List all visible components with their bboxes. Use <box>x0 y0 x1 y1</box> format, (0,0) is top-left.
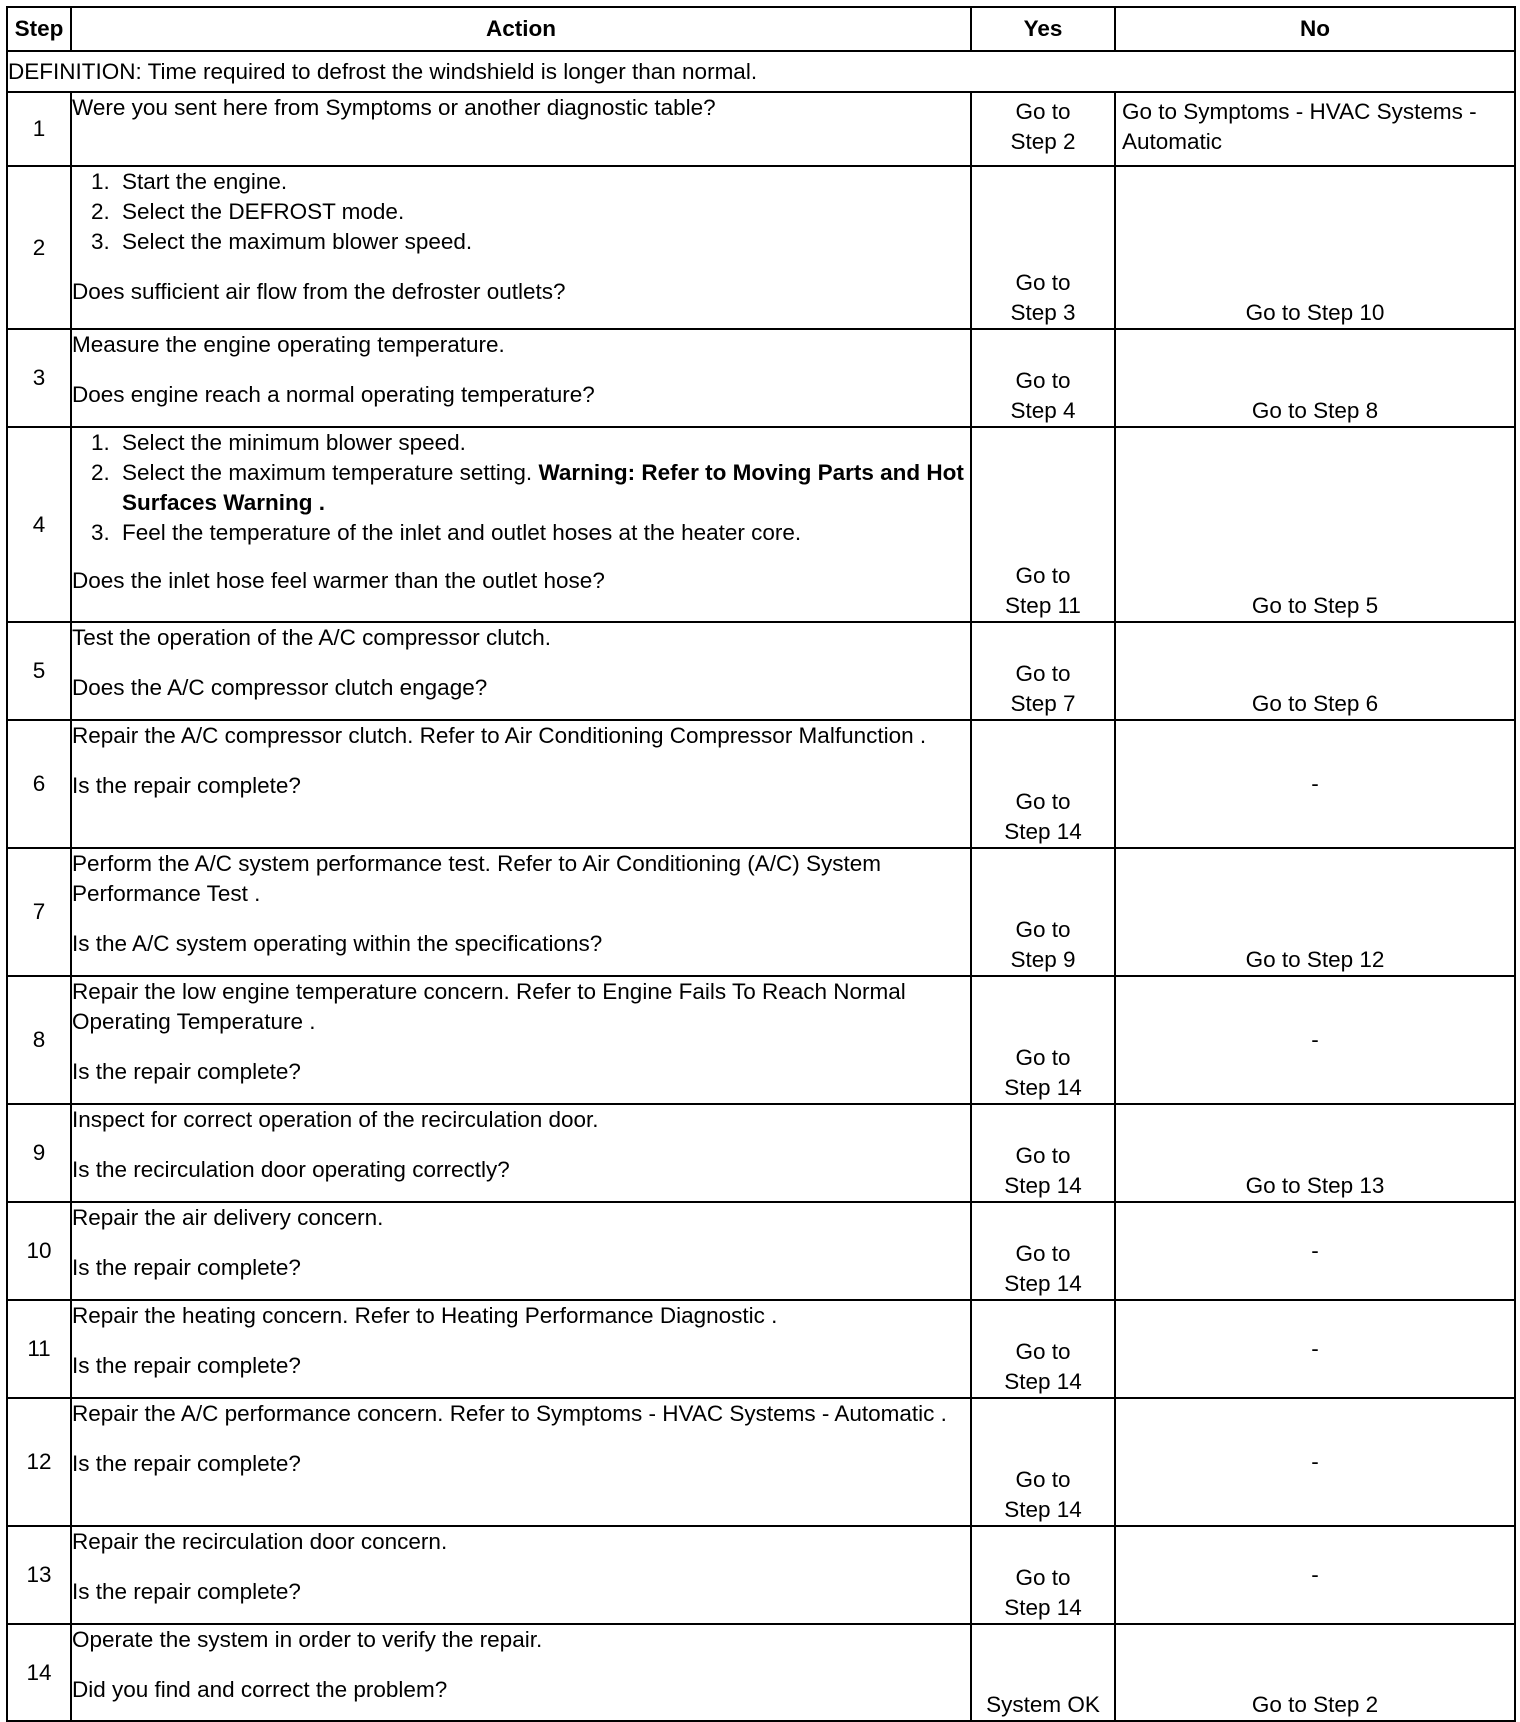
procedure-item: 2. Select the DEFROST mode. <box>116 197 970 227</box>
no-cell: - <box>1115 1300 1515 1398</box>
table-row <box>7 166 1515 329</box>
step-number: 1 <box>7 92 71 166</box>
yes-line-1: Go to <box>1015 1339 1071 1364</box>
yes-line-2: Step 14 <box>1004 1497 1082 1522</box>
question-text: Is the repair complete? <box>72 1255 301 1280</box>
table-row <box>7 92 1515 166</box>
question-text: Is the A/C system operating within the specifications? <box>72 931 603 956</box>
header-yes: Yes <box>971 7 1115 51</box>
action-cell <box>71 976 971 1104</box>
yes-line-2: Step 9 <box>1010 947 1076 972</box>
step-number: 4 <box>7 427 71 622</box>
yes-cell <box>971 622 1115 720</box>
action-text: Operate the system in order to verify the repair. <box>72 1627 543 1652</box>
question-text: Did you find and correct the problem? <box>72 1677 448 1702</box>
yes-line-1: Go to <box>1015 270 1071 295</box>
question-text: Does sufficient air flow from the defroster outlets? <box>72 279 566 304</box>
step-number: 9 <box>7 1104 71 1202</box>
no-cell: Go to Step 6 <box>1115 622 1515 720</box>
step-number: 8 <box>7 976 71 1104</box>
no-cell: - <box>1115 1526 1515 1624</box>
yes-line-1: Go to <box>1015 661 1071 686</box>
yes-line-2: Step 14 <box>1004 1173 1082 1198</box>
action-cell <box>71 1300 971 1398</box>
action-cell <box>71 1202 971 1300</box>
yes-cell <box>971 720 1115 848</box>
action-cell <box>71 622 971 720</box>
yes-line-2: Step 3 <box>1010 300 1076 325</box>
action-cell <box>71 848 971 976</box>
yes-cell <box>971 427 1115 622</box>
step-number: 13 <box>7 1526 71 1624</box>
yes-cell <box>971 329 1115 427</box>
action-cell <box>71 1624 971 1721</box>
yes-line-2: Step 14 <box>1004 819 1082 844</box>
step-number: 6 <box>7 720 71 848</box>
yes-line-2: Step 2 <box>1010 129 1076 154</box>
no-cell: - <box>1115 1398 1515 1526</box>
action-cell <box>71 427 971 622</box>
table-row <box>7 1624 1515 1721</box>
action-text: Repair the A/C compressor clutch. Refer to Air Conditioning Compressor Malfunction . <box>72 723 927 748</box>
no-cell: Go to Step 12 <box>1115 848 1515 976</box>
table-row <box>7 329 1515 427</box>
question-text: Is the repair complete? <box>72 1059 301 1084</box>
step-number: 11 <box>7 1300 71 1398</box>
procedure-text: Select the maximum temperature setting. <box>122 460 539 485</box>
yes-line-1: Go to <box>1015 1565 1071 1590</box>
yes-line-1: Go to <box>1015 1045 1071 1070</box>
no-cell: Go to Step 5 <box>1115 427 1515 622</box>
yes-line-2: Step 14 <box>1004 1369 1082 1394</box>
diagnostic-table <box>6 6 1516 1722</box>
step-number: 5 <box>7 622 71 720</box>
table-row <box>7 1300 1515 1398</box>
action-text: Inspect for correct operation of the recirculation door. <box>72 1107 599 1132</box>
action-cell <box>71 720 971 848</box>
no-cell: Go to Step 13 <box>1115 1104 1515 1202</box>
yes-line-1: Go to <box>1015 1143 1071 1168</box>
question-text: Does the A/C compressor clutch engage? <box>72 675 488 700</box>
step-number: 2 <box>7 166 71 329</box>
yes-line-1: Go to <box>1015 1241 1071 1266</box>
table-row <box>7 427 1515 622</box>
question-text: Is the repair complete? <box>72 1579 301 1604</box>
question-text: Is the repair complete? <box>72 773 301 798</box>
warning-end: . <box>312 490 325 515</box>
yes-cell <box>971 92 1115 166</box>
action-cell <box>71 1526 971 1624</box>
yes-cell <box>971 166 1115 329</box>
action-text: Were you sent here from Symptoms or another diagnostic table? <box>72 95 716 120</box>
procedure-item: 3. Select the maximum blower speed. <box>116 227 970 257</box>
procedure-item: 1. Select the minimum blower speed. <box>116 428 970 458</box>
no-cell: Go to Step 2 <box>1115 1624 1515 1721</box>
no-cell: Go to Step 8 <box>1115 329 1515 427</box>
table-row <box>7 720 1515 848</box>
no-cell: - <box>1115 976 1515 1104</box>
action-text: Repair the low engine temperature concern. Refer to Engine Fails To Reach Normal Operating Temperature . <box>72 979 906 1034</box>
step-number: 10 <box>7 1202 71 1300</box>
table-row <box>7 848 1515 976</box>
table-row <box>7 1202 1515 1300</box>
yes-cell <box>971 1300 1115 1398</box>
question-text: Does engine reach a normal operating temperature? <box>72 382 595 407</box>
action-text: Perform the A/C system performance test. Refer to Air Conditioning (A/C) System Performance Test . <box>72 851 882 906</box>
yes-line-1: Go to <box>1015 368 1071 393</box>
no-cell: - <box>1115 1202 1515 1300</box>
step-number: 3 <box>7 329 71 427</box>
definition-row <box>7 51 1515 92</box>
yes-cell <box>971 1398 1115 1526</box>
yes-line-2: Step 4 <box>1010 398 1076 423</box>
table-row <box>7 1398 1515 1526</box>
table-row <box>7 1526 1515 1624</box>
header-step: Step <box>7 7 71 51</box>
action-cell <box>71 166 971 329</box>
yes-line-2: Step 7 <box>1010 691 1076 716</box>
yes-cell <box>971 976 1115 1104</box>
yes-cell <box>971 848 1115 976</box>
yes-line-2: Step 14 <box>1004 1075 1082 1100</box>
procedure-list <box>72 428 970 548</box>
yes-line-1: Go to <box>1015 789 1071 814</box>
yes-line-2: Step 14 <box>1004 1595 1082 1620</box>
yes-line-2: Step 11 <box>1005 593 1081 618</box>
yes-cell <box>971 1104 1115 1202</box>
yes-cell <box>971 1526 1115 1624</box>
yes-cell <box>971 1624 1115 1721</box>
yes-line-2: Step 14 <box>1004 1271 1082 1296</box>
yes-cell <box>971 1202 1115 1300</box>
action-text: Measure the engine operating temperature. <box>72 332 505 357</box>
step-number: 7 <box>7 848 71 976</box>
question-text: Is the recirculation door operating correctly? <box>72 1157 510 1182</box>
action-text: Repair the heating concern. Refer to Heating Performance Diagnostic . <box>72 1303 778 1328</box>
table-row <box>7 976 1515 1104</box>
warning-reference: Warning: Refer to Moving Parts and Hot Surfaces Warning <box>122 460 964 515</box>
yes-line-1: Go to <box>1015 917 1071 942</box>
procedure-item <box>116 458 970 518</box>
no-cell: - <box>1115 720 1515 848</box>
procedure-item: 1. Start the engine. <box>116 167 970 197</box>
procedure-list <box>72 167 970 257</box>
table-row <box>7 622 1515 720</box>
table-row <box>7 1104 1515 1202</box>
question-text: Is the repair complete? <box>72 1353 301 1378</box>
no-cell: Go to Symptoms - HVAC Systems - Automatic <box>1115 92 1515 166</box>
yes-line-1: Go to <box>1015 563 1071 588</box>
question-text: Is the repair complete? <box>72 1451 301 1476</box>
question-text: Does the inlet hose feel warmer than the outlet hose? <box>72 568 605 593</box>
action-cell <box>71 92 971 166</box>
action-text: Test the operation of the A/C compressor clutch. <box>72 625 551 650</box>
yes-line-1: Go to <box>1015 99 1071 124</box>
no-cell: Go to Step 10 <box>1115 166 1515 329</box>
header-no: No <box>1115 7 1515 51</box>
step-number: 12 <box>7 1398 71 1526</box>
action-text: Repair the A/C performance concern. Refer to Symptoms - HVAC Systems - Automatic . <box>72 1401 947 1426</box>
header-row <box>7 7 1515 51</box>
header-action: Action <box>71 7 971 51</box>
definition-text: DEFINITION: Time required to defrost the windshield is longer than normal. <box>7 51 1515 92</box>
step-number: 14 <box>7 1624 71 1721</box>
procedure-item: 3. Feel the temperature of the inlet and outlet hoses at the heater core. <box>116 518 970 548</box>
action-cell <box>71 329 971 427</box>
yes-line-1: System OK <box>986 1692 1100 1717</box>
action-cell <box>71 1104 971 1202</box>
action-text: Repair the recirculation door concern. <box>72 1529 448 1554</box>
action-cell <box>71 1398 971 1526</box>
yes-line-1: Go to <box>1015 1467 1071 1492</box>
action-text: Repair the air delivery concern. <box>72 1205 384 1230</box>
